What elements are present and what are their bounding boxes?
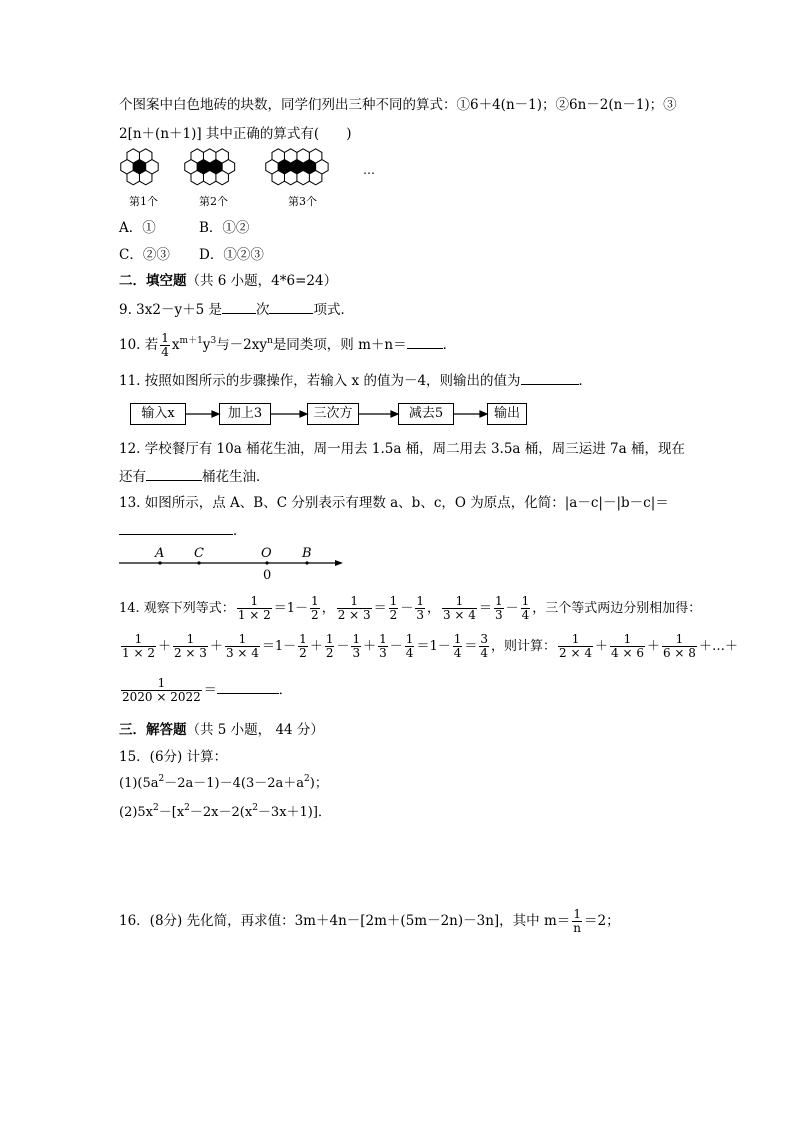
q13-blank[interactable] — [119, 521, 233, 535]
figure-label-2: 第2个 — [199, 195, 228, 208]
rhs-frac-5: $\frac{1}{4}$ — [405, 632, 414, 660]
question-12-line2 — [119, 467, 270, 486]
q12-text-b: 桶花生油． — [202, 469, 270, 485]
point-b-label: B — [302, 546, 312, 561]
point-o-label: O — [261, 546, 272, 561]
q16-text-a: 16．(8分) 先化简，再求值：3m＋4n－[2m＋(5m－2n)－3n]，其中 m＝ — [119, 913, 571, 929]
question-14-line2: $\frac{1}{1 \times 2}$ ＋ $\frac{1}{2 \times 3}$ ＋ $\frac{1}{3 \times 4}$ ＝1－ $\frac{1}{2}$ ＋ $\frac{1}{2}$ － $\frac{1}{3}$ ＋ $\frac{1}{3}$ － $\frac{1}{4}$ ＝1－ $\frac{1}{4}$ ＝ $\frac{3}{4}$ ，则计算： $\frac{1}{2 \times 4}$ ＋ $\frac{1}{4 \times 6}$ ＋ $\frac{1}{6 \times 8}$ ＋…＋ — [122, 632, 738, 660]
question-15-part1 — [119, 775, 328, 793]
section-2-title: 二．填空题 — [119, 273, 187, 289]
q11-blank[interactable] — [521, 371, 579, 385]
flow-step-add3: 加上3 — [219, 403, 271, 425]
q16-fraction — [572, 908, 582, 935]
q16-frac-num: 1 — [573, 907, 581, 921]
white-hex-tile — [191, 170, 203, 184]
question-15-title: 15．(6分) 计算： — [119, 749, 228, 765]
white-hex-tile — [284, 170, 296, 184]
rhs-frac-3: $\frac{1}{3}$ — [352, 632, 361, 660]
frac-1-over-3x4: $\frac{1}{3 \times 4}$ — [442, 594, 476, 622]
q15-p2-d: －3x＋1)]． — [257, 805, 331, 820]
option-b: B．①② — [199, 220, 250, 236]
q10-text-e: 是同类项，则 m＋n＝ — [272, 337, 407, 353]
question-11 — [119, 371, 592, 390]
q14-calc: 则计算： — [504, 639, 557, 654]
frac-1-over-1x2: $\frac{1}{1 \times 2}$ — [237, 594, 271, 622]
q9-text-c: 项式． — [313, 302, 354, 318]
q15-p2-sq3: 2 — [252, 803, 258, 813]
figure-label-1: 第1个 — [129, 195, 158, 208]
frac-1-over-3b: $\frac{1}{3}$ — [494, 594, 503, 622]
q10-frac-num: 1 — [161, 331, 169, 345]
q9-blank-2[interactable] — [269, 300, 313, 314]
q14-blank[interactable] — [217, 680, 279, 694]
q15-p1-a: (1)(5a — [119, 776, 159, 791]
q15-p2-sq2: 2 — [184, 803, 190, 813]
figure-ellipsis: … — [363, 163, 375, 177]
number-line — [119, 543, 349, 583]
q15-p1-sq2: 2 — [304, 774, 310, 784]
sum-frac-3: $\frac{1}{3 \times 4}$ — [225, 632, 259, 660]
flow-step-minus5: 减去5 — [398, 403, 454, 425]
frac-1-over-2: $\frac{1}{2}$ — [311, 594, 319, 622]
q9-text-b: 次 — [255, 302, 270, 318]
q8-line1: 个图案中白色地砖的块数，同学们列出三种不同的算式：①6＋4(n－1)；②6n－2(n－1)；③ — [119, 97, 677, 113]
option-d: D．①②③ — [199, 247, 264, 263]
q14-period: ． — [278, 683, 292, 698]
q14-plus-dots: ＋…＋ — [698, 639, 738, 654]
zero-label: 0 — [263, 568, 272, 583]
q10-x: x — [171, 337, 180, 353]
q15-p1-c: )； — [309, 776, 328, 791]
rhs-frac-1: $\frac{1}{2}$ — [299, 632, 307, 660]
sum-frac-2: $\frac{1}{2 \times 3}$ — [173, 632, 207, 660]
white-hex-tile — [203, 170, 215, 184]
frac-1-over-4: $\frac{1}{4}$ — [521, 594, 530, 622]
point-c-label: C — [194, 546, 204, 561]
sum-frac-1: $\frac{1}{1 \times 2}$ — [122, 632, 155, 660]
question-12-line1: 12. 学校餐厅有 10a 桶花生油，周一用去 1.5a 桶，周二用去 3.5a 桶，周三运进 7a 桶，现在 — [119, 441, 685, 457]
q15-p1-sq1: 2 — [158, 774, 165, 784]
question-14-line1: 14. 观察下列等式： $\frac{1}{1 \times 2}$ ＝1－ $\frac{1}{2}$ ， $\frac{1}{2 \times 3}$ ＝ $\frac{1}{2}$ － $\frac{1}{3}$ ， $\frac{1}{3 \times 4}$ ＝ $\frac{1}{3}$ － $\frac{1}{4}$ ，三个等式两边分别相加得： — [119, 594, 702, 622]
q10-blank[interactable] — [407, 335, 443, 349]
q10-frac-den: 4 — [161, 345, 169, 359]
q10-text-a: 10. 若 — [119, 337, 159, 353]
white-hex-tile — [127, 170, 139, 184]
question-9 — [119, 300, 354, 319]
section-2-note: （共 6 小题，4*6=24） — [186, 273, 338, 289]
last-frac-num: 1 — [157, 676, 166, 690]
white-hex-tile — [309, 170, 321, 184]
section-3-heading — [119, 721, 324, 739]
calc-frac-2: $\frac{1}{4 \times 6}$ — [611, 632, 644, 660]
q11-text: 11. 按照如图所示的步骤操作，若输入 x 的值为－4，则输出的值为 — [119, 373, 521, 389]
frac-1-over-3: $\frac{1}{3}$ — [416, 594, 424, 622]
q8-line2: 2[n＋(n＋1)] 其中正确的算式有( ) — [119, 126, 352, 142]
q10-text-d: 与－2xy — [216, 337, 268, 353]
option-c: C．②③ — [119, 247, 170, 263]
q16-text-b: ＝2； — [584, 913, 620, 929]
white-hex-tile — [139, 170, 151, 184]
q10-y-exp: 3 — [210, 336, 217, 346]
q10-fraction — [160, 332, 170, 359]
point-a-label: A — [155, 546, 165, 561]
question-13-line2 — [119, 521, 247, 540]
q12-blank[interactable] — [146, 467, 202, 481]
frac-1-over-2b: $\frac{1}{2}$ — [389, 594, 398, 622]
calc-frac-1: $\frac{1}{2 \times 4}$ — [559, 632, 592, 660]
question-13-line1: 13. 如图所示，点 A、B、C 分别表示有理数 a、b、c，O 为原点，化简：|a－c|－|b－c|＝ — [119, 495, 669, 511]
q10-end: ． — [442, 337, 457, 353]
q10-x-exp: m＋1 — [179, 336, 203, 346]
question-16 — [119, 906, 620, 936]
q9-text-a: 9. 3x2－y＋5 是 — [119, 302, 222, 318]
q14-intro: 14. 观察下列等式： — [119, 601, 235, 616]
calc-frac-3: $\frac{1}{6 \times 8}$ — [662, 632, 696, 660]
last-frac-den: 2020 × 2022 — [122, 690, 201, 704]
white-hex-tile — [297, 170, 309, 184]
q14-eq: ＝ — [203, 683, 217, 698]
q10-n-exp: n — [267, 336, 273, 346]
option-a: A．① — [119, 220, 156, 236]
figure-label-3: 第3个 — [288, 195, 317, 208]
flow-step-input: 输入x — [130, 403, 186, 425]
q11-end: ． — [578, 373, 593, 389]
flow-step-cube: 三次方 — [307, 403, 359, 425]
flow-arrows — [186, 405, 496, 423]
q13-end: ． — [233, 523, 247, 539]
white-hex-tile — [216, 170, 228, 184]
q15-p2-c: －2x－2(x — [189, 805, 253, 820]
q10-y: y — [202, 337, 211, 353]
q9-blank-1[interactable] — [222, 300, 256, 314]
rhs-frac-6: $\frac{1}{4}$ — [453, 632, 462, 660]
q15-p2-sq1: 2 — [153, 803, 159, 813]
section-2-heading — [119, 272, 337, 290]
rhs-frac-7: $\frac{3}{4}$ — [480, 632, 489, 660]
q12-text-a: 还有 — [119, 469, 146, 485]
white-hex-tile — [272, 170, 284, 184]
question-10 — [119, 332, 456, 359]
q16-frac-den: n — [573, 921, 582, 935]
rhs-frac-4: $\frac{1}{3}$ — [379, 632, 387, 660]
flow-step-output: 输出 — [487, 403, 527, 425]
q15-p2-a: (2)5x — [119, 805, 154, 820]
section-3-note: （共 5 小题， 44 分） — [186, 722, 324, 738]
frac-1-over-2x3: $\frac{1}{2 \times 3}$ — [337, 594, 371, 622]
q15-p2-b: －[x — [158, 805, 185, 820]
q15-p1-b: －2a－1)－4(3－2a＋a — [164, 776, 305, 791]
rhs-frac-2: $\frac{1}{2}$ — [325, 632, 334, 660]
question-14-line3 — [119, 676, 292, 706]
hexagon-pattern-figure — [119, 148, 399, 210]
section-3-title: 三．解答题 — [119, 722, 187, 738]
question-15-part2 — [119, 804, 331, 822]
q14-mid: 三个等式两边分别相加得： — [545, 601, 702, 616]
last-frac — [121, 677, 202, 704]
